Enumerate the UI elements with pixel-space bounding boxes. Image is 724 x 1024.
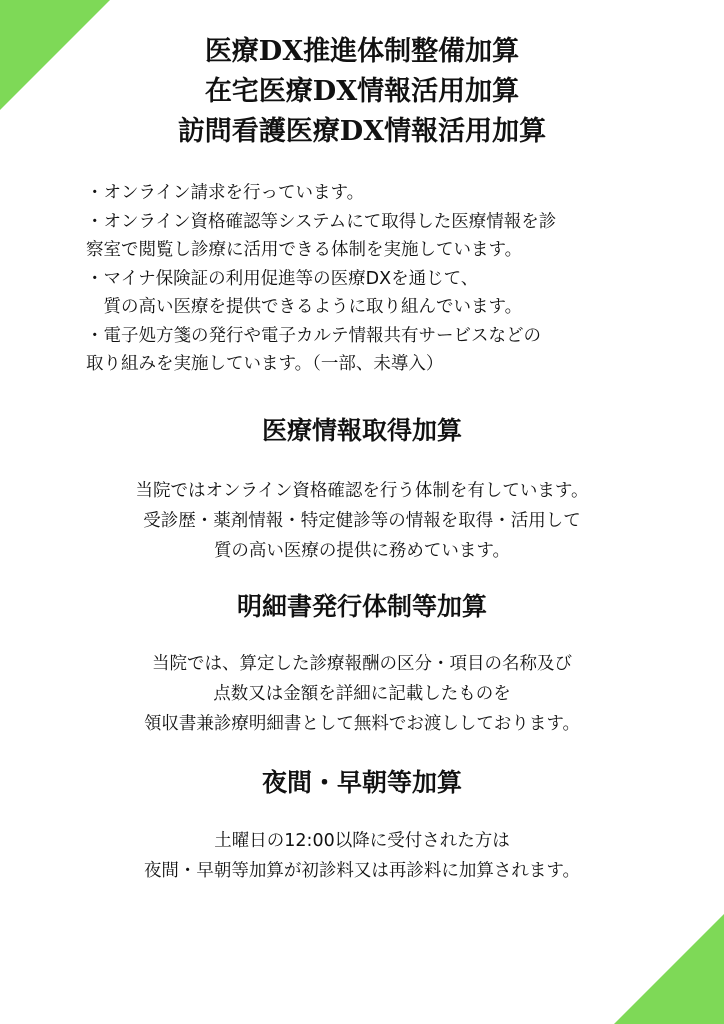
section-line: 当院ではオンライン資格確認を行う体制を有しています。	[135, 481, 589, 501]
section-heading-medical-info: 医療情報取得加算	[261, 416, 462, 445]
notice-line: ・オンライン請求を行っています。	[86, 183, 365, 203]
notice-line: ・マイナ保険証の利用促進等の医療DXを通じて、	[86, 268, 479, 289]
section-heading-night-early: 夜間・早朝等加算	[261, 768, 462, 797]
section-line: 土曜日の12:00以降に受付された方は	[214, 831, 510, 851]
notice-line: 質の高い医療を提供できるように取り組んでいます。	[86, 297, 523, 317]
title-line: 在宅医療DX情報活用加算	[204, 76, 520, 107]
section-line: 当院では、算定した診療報酬の区分・項目の名称及び	[152, 654, 572, 674]
title-line: 医療DX推進体制整備加算	[204, 36, 520, 67]
section-body-night-early	[0, 826, 724, 886]
section-body-medical-info	[0, 476, 724, 566]
dx-notice-list	[86, 179, 646, 379]
notice-line: ・電子処方箋の発行や電子カルテ情報共有サービスなどの	[86, 325, 541, 346]
title-line: 訪問看護医療DX情報活用加算	[177, 116, 547, 147]
bottom-right-corner-triangle	[614, 914, 724, 1024]
section-line: 領収書兼診療明細書として無料でお渡ししております。	[143, 714, 581, 734]
notice-line: ・オンライン資格確認等システムにて取得した医療情報を診	[86, 211, 557, 232]
section-heading-itemized-receipt: 明細書発行体制等加算	[236, 592, 487, 621]
notice-line: 察室で閲覧し診療に活用できる体制を実施しています。	[86, 240, 523, 260]
section-line: 点数又は金額を詳細に記載したものを	[213, 684, 511, 704]
section-line: 質の高い医療の提供に務めています。	[213, 541, 511, 561]
page-title	[0, 32, 724, 152]
section-line: 夜間・早朝等加算が初診料又は再診料に加算されます。	[143, 861, 581, 881]
notice-line: 取り組みを実施しています。（一部、未導入）	[86, 354, 444, 374]
section-line: 受診歴・薬剤情報・特定健診等の情報を取得・活用して	[143, 511, 581, 531]
section-body-itemized-receipt	[0, 649, 724, 739]
